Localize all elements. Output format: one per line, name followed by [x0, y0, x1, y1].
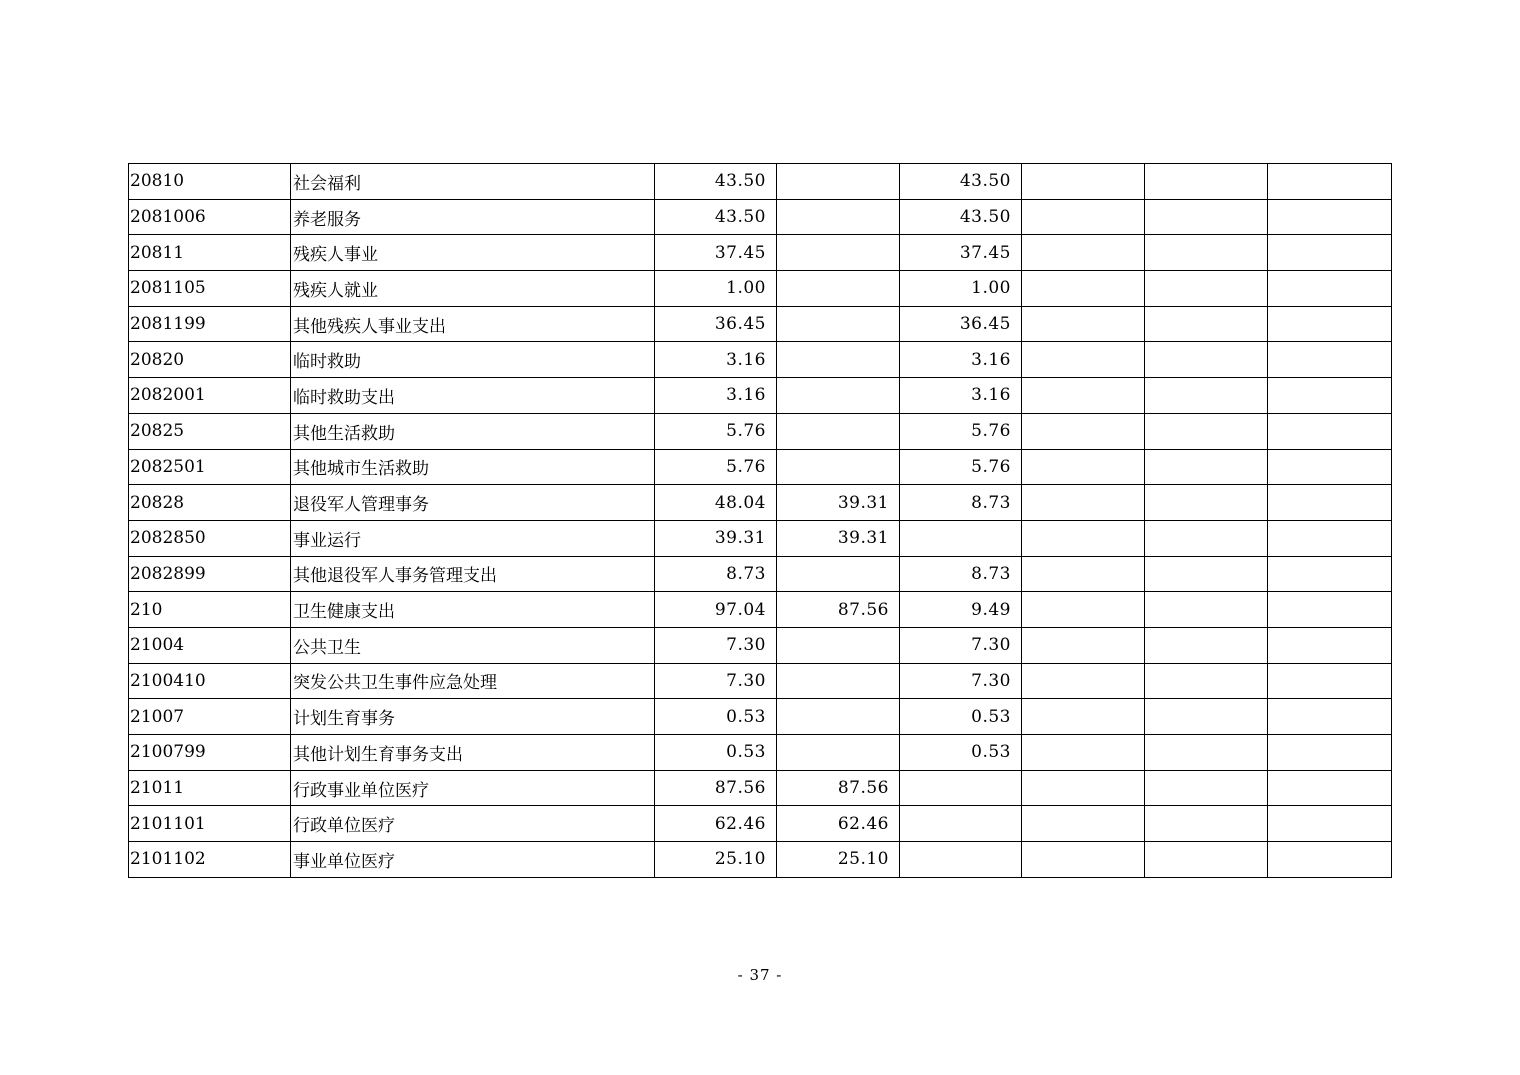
table-row [129, 699, 1392, 735]
table-row [129, 842, 1392, 878]
project-expense-cell [900, 842, 1022, 878]
basic-expense-cell [777, 235, 900, 271]
empty-cell [1145, 556, 1268, 592]
account-code-cell: 20820 [129, 342, 291, 378]
empty-cell [1145, 699, 1268, 735]
account-code-cell: 20828 [129, 485, 291, 521]
account-name-cell: 退役军人管理事务 [291, 485, 655, 521]
account-code-cell: 21011 [129, 770, 291, 806]
empty-cell [1268, 378, 1392, 414]
account-code-cell: 20810 [129, 164, 291, 200]
account-code-cell: 2081199 [129, 306, 291, 342]
account-name-cell: 社会福利 [291, 164, 655, 200]
empty-cell [1145, 378, 1268, 414]
basic-expense-cell [777, 449, 900, 485]
account-name-cell: 其他计划生育事务支出 [291, 735, 655, 771]
account-code-cell: 2101101 [129, 806, 291, 842]
empty-cell [1145, 842, 1268, 878]
total-amount-cell: 87.56 [655, 770, 777, 806]
table-row [129, 235, 1392, 271]
basic-expense-cell [777, 663, 900, 699]
account-name-cell: 其他退役军人事务管理支出 [291, 556, 655, 592]
project-expense-cell: 1.00 [900, 271, 1022, 307]
table-row [129, 770, 1392, 806]
total-amount-cell: 25.10 [655, 842, 777, 878]
basic-expense-cell: 39.31 [777, 485, 900, 521]
account-name-cell: 其他残疾人事业支出 [291, 306, 655, 342]
empty-cell [1145, 413, 1268, 449]
account-name-cell: 事业单位医疗 [291, 842, 655, 878]
empty-cell [1268, 449, 1392, 485]
total-amount-cell: 39.31 [655, 520, 777, 556]
total-amount-cell: 3.16 [655, 378, 777, 414]
table-row [129, 627, 1392, 663]
empty-cell [1145, 627, 1268, 663]
project-expense-cell: 43.50 [900, 199, 1022, 235]
empty-cell [1022, 592, 1145, 628]
account-code-cell: 2082001 [129, 378, 291, 414]
project-expense-cell [900, 806, 1022, 842]
empty-cell [1022, 235, 1145, 271]
account-name-cell: 其他生活救助 [291, 413, 655, 449]
empty-cell [1268, 592, 1392, 628]
account-code-cell: 21004 [129, 627, 291, 663]
empty-cell [1268, 627, 1392, 663]
account-code-cell: 21007 [129, 699, 291, 735]
table-row [129, 663, 1392, 699]
account-name-cell: 其他城市生活救助 [291, 449, 655, 485]
total-amount-cell: 0.53 [655, 699, 777, 735]
empty-cell [1022, 663, 1145, 699]
account-name-cell: 卫生健康支出 [291, 592, 655, 628]
table-row [129, 556, 1392, 592]
total-amount-cell: 62.46 [655, 806, 777, 842]
total-amount-cell: 7.30 [655, 663, 777, 699]
project-expense-cell [900, 770, 1022, 806]
project-expense-cell: 5.76 [900, 413, 1022, 449]
empty-cell [1022, 520, 1145, 556]
empty-cell [1268, 735, 1392, 771]
table-row [129, 485, 1392, 521]
account-code-cell: 2101102 [129, 842, 291, 878]
project-expense-cell: 7.30 [900, 663, 1022, 699]
table-row [129, 342, 1392, 378]
account-name-cell: 突发公共卫生事件应急处理 [291, 663, 655, 699]
account-name-cell: 临时救助支出 [291, 378, 655, 414]
empty-cell [1145, 485, 1268, 521]
table-row [129, 413, 1392, 449]
total-amount-cell: 3.16 [655, 342, 777, 378]
account-code-cell: 2082899 [129, 556, 291, 592]
total-amount-cell: 37.45 [655, 235, 777, 271]
basic-expense-cell: 39.31 [777, 520, 900, 556]
total-amount-cell: 43.50 [655, 199, 777, 235]
table-row [129, 378, 1392, 414]
basic-expense-cell: 25.10 [777, 842, 900, 878]
total-amount-cell: 8.73 [655, 556, 777, 592]
empty-cell [1145, 806, 1268, 842]
basic-expense-cell [777, 378, 900, 414]
account-name-cell: 行政单位医疗 [291, 806, 655, 842]
total-amount-cell: 5.76 [655, 413, 777, 449]
empty-cell [1145, 271, 1268, 307]
project-expense-cell: 3.16 [900, 378, 1022, 414]
empty-cell [1268, 485, 1392, 521]
table-row [129, 592, 1392, 628]
project-expense-cell: 8.73 [900, 556, 1022, 592]
account-name-cell: 养老服务 [291, 199, 655, 235]
account-code-cell: 2082850 [129, 520, 291, 556]
empty-cell [1268, 520, 1392, 556]
account-name-cell: 临时救助 [291, 342, 655, 378]
empty-cell [1022, 449, 1145, 485]
project-expense-cell: 0.53 [900, 735, 1022, 771]
basic-expense-cell: 87.56 [777, 592, 900, 628]
empty-cell [1022, 164, 1145, 200]
empty-cell [1268, 164, 1392, 200]
empty-cell [1145, 592, 1268, 628]
basic-expense-cell [777, 342, 900, 378]
empty-cell [1022, 413, 1145, 449]
account-name-cell: 公共卫生 [291, 627, 655, 663]
empty-cell [1145, 520, 1268, 556]
empty-cell [1022, 556, 1145, 592]
empty-cell [1268, 770, 1392, 806]
budget-table [128, 163, 1392, 878]
account-name-cell: 事业运行 [291, 520, 655, 556]
basic-expense-cell [777, 735, 900, 771]
empty-cell [1145, 342, 1268, 378]
empty-cell [1268, 271, 1392, 307]
empty-cell [1145, 306, 1268, 342]
project-expense-cell: 0.53 [900, 699, 1022, 735]
empty-cell [1268, 663, 1392, 699]
empty-cell [1145, 199, 1268, 235]
total-amount-cell: 7.30 [655, 627, 777, 663]
basic-expense-cell [777, 306, 900, 342]
empty-cell [1268, 556, 1392, 592]
table-row [129, 199, 1392, 235]
empty-cell [1022, 199, 1145, 235]
empty-cell [1145, 235, 1268, 271]
empty-cell [1022, 699, 1145, 735]
account-code-cell: 2100410 [129, 663, 291, 699]
basic-expense-cell [777, 413, 900, 449]
project-expense-cell: 5.76 [900, 449, 1022, 485]
account-name-cell: 行政事业单位医疗 [291, 770, 655, 806]
empty-cell [1022, 770, 1145, 806]
empty-cell [1268, 199, 1392, 235]
project-expense-cell: 43.50 [900, 164, 1022, 200]
basic-expense-cell [777, 271, 900, 307]
project-expense-cell: 7.30 [900, 627, 1022, 663]
empty-cell [1268, 413, 1392, 449]
basic-expense-cell: 87.56 [777, 770, 900, 806]
total-amount-cell: 0.53 [655, 735, 777, 771]
table-row [129, 306, 1392, 342]
empty-cell [1022, 271, 1145, 307]
empty-cell [1268, 842, 1392, 878]
basic-expense-cell [777, 199, 900, 235]
basic-expense-cell [777, 556, 900, 592]
empty-cell [1022, 806, 1145, 842]
account-code-cell: 20811 [129, 235, 291, 271]
project-expense-cell [900, 520, 1022, 556]
account-name-cell: 残疾人就业 [291, 271, 655, 307]
account-name-cell: 残疾人事业 [291, 235, 655, 271]
table-row [129, 449, 1392, 485]
empty-cell [1268, 806, 1392, 842]
empty-cell [1145, 770, 1268, 806]
table-row [129, 735, 1392, 771]
basic-expense-cell [777, 699, 900, 735]
empty-cell [1268, 235, 1392, 271]
account-code-cell: 2082501 [129, 449, 291, 485]
account-code-cell: 210 [129, 592, 291, 628]
empty-cell [1268, 699, 1392, 735]
empty-cell [1022, 735, 1145, 771]
page-number: - 37 - [737, 966, 783, 984]
project-expense-cell: 36.45 [900, 306, 1022, 342]
account-code-cell: 2081105 [129, 271, 291, 307]
project-expense-cell: 9.49 [900, 592, 1022, 628]
account-code-cell: 2081006 [129, 199, 291, 235]
project-expense-cell: 8.73 [900, 485, 1022, 521]
table-body [129, 164, 1392, 878]
table-row [129, 164, 1392, 200]
empty-cell [1022, 378, 1145, 414]
table-row [129, 520, 1392, 556]
account-code-cell: 2100799 [129, 735, 291, 771]
empty-cell [1022, 342, 1145, 378]
table-row [129, 806, 1392, 842]
total-amount-cell: 36.45 [655, 306, 777, 342]
basic-expense-cell [777, 164, 900, 200]
basic-expense-cell: 62.46 [777, 806, 900, 842]
project-expense-cell: 3.16 [900, 342, 1022, 378]
empty-cell [1145, 663, 1268, 699]
empty-cell [1145, 449, 1268, 485]
empty-cell [1145, 735, 1268, 771]
total-amount-cell: 48.04 [655, 485, 777, 521]
project-expense-cell: 37.45 [900, 235, 1022, 271]
empty-cell [1022, 842, 1145, 878]
empty-cell [1268, 306, 1392, 342]
total-amount-cell: 1.00 [655, 271, 777, 307]
empty-cell [1022, 627, 1145, 663]
empty-cell [1268, 342, 1392, 378]
empty-cell [1022, 306, 1145, 342]
account-code-cell: 20825 [129, 413, 291, 449]
basic-expense-cell [777, 627, 900, 663]
total-amount-cell: 97.04 [655, 592, 777, 628]
empty-cell [1022, 485, 1145, 521]
total-amount-cell: 43.50 [655, 164, 777, 200]
total-amount-cell: 5.76 [655, 449, 777, 485]
empty-cell [1145, 164, 1268, 200]
account-name-cell: 计划生育事务 [291, 699, 655, 735]
table-row [129, 271, 1392, 307]
